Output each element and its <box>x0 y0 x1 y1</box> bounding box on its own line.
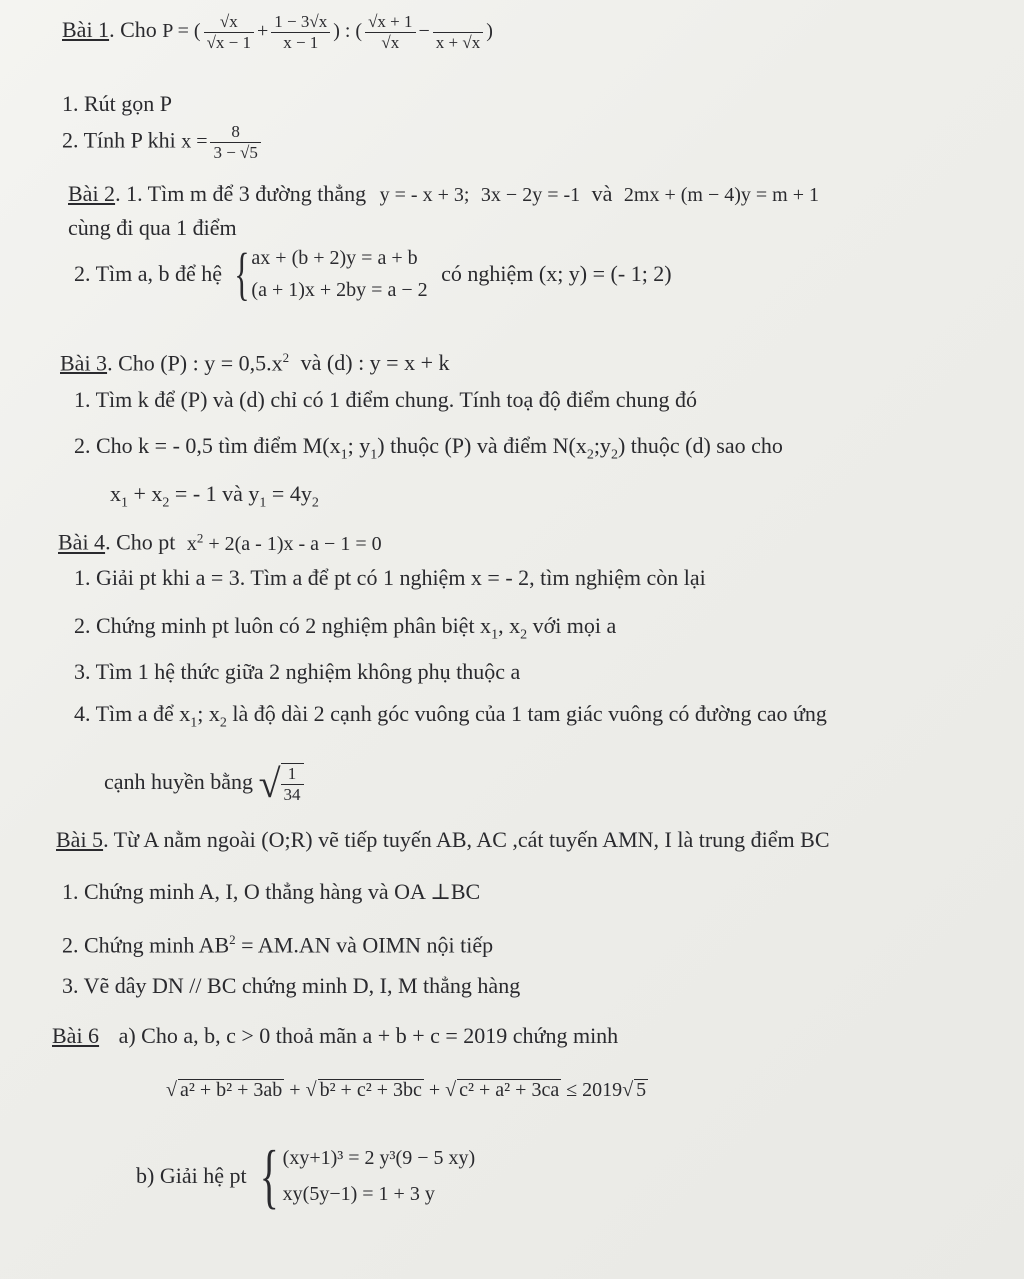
bai2-text-continued: cùng đi qua 1 điểm <box>68 215 237 240</box>
bai5-heading: Bài 5. Từ A nằm ngoài (O;R) vẽ tiếp tuyến AB, AC ,cát tuyến AMN, I là trung điểm BC <box>56 827 830 852</box>
fraction: $\frac{1 - 3√x}{x - 1}$ <box>271 12 330 53</box>
equation-system: (xy+1)³ = 2 y³(9 − 5 xy) xy(5y−1) = 1 + 3 y <box>282 1146 476 1205</box>
bai4-item4-continued: cạnh huyền bằng √ $\frac{1}{34}$ <box>104 752 307 810</box>
brace-icon: { <box>233 240 250 306</box>
bai3-condition: $x_1 + x_2$ = - 1 và $y_1 = 4y_2$ <box>110 481 319 511</box>
equation-system: ax + (b + 2)y = a + b (a + 1)x + 2by = a − 2 <box>251 246 428 301</box>
fraction: $\frac{8}{3 - √5}$ <box>210 122 260 163</box>
bai4-item2: 2. Chứng minh pt luôn có 2 nghiệm phân biệt $x_1$, $x_2$ với mọi a <box>74 613 617 643</box>
bai3-heading: Bài 3. Cho (P) : $y = 0,5.x^2$ và (d) : y = x + k <box>60 350 450 376</box>
bai4-item3: 3. Tìm 1 hệ thức giữa 2 nghiệm không phụ thuộc a <box>74 659 521 684</box>
brace-icon: { <box>259 1135 279 1216</box>
bai6-heading: Bài 6 a) Cho a, b, c > 0 thoả mãn a + b + c = 2019 chứng minh <box>52 1023 619 1048</box>
bai1-item2: 2. Tính P khi x = $\frac{8}{3 - √5}$ <box>62 122 264 163</box>
bai2-label: Bài 2 <box>68 181 116 206</box>
bai4-heading: Bài 4. Cho pt $x^2 + 2(a - 1)x - a - 1 = 0$ <box>58 529 382 555</box>
bai5-item2: 2. Chứng minh $AB^2 = AM.AN$ và OIMN nội tiếp <box>62 932 494 958</box>
bai4-item1: 1. Giải pt khi a = 3. Tìm a để pt có 1 nghiệm x = - 2, tìm nghiệm còn lại <box>74 565 706 590</box>
bai5-item1: 1. Chứng minh A, I, O thẳng hàng và OA ⊥BC <box>62 879 481 904</box>
bai4-label: Bài 4 <box>58 529 106 555</box>
bai1-expression: P = ( $\frac{√x}{√x - 1}$ + $\frac{1 - 3√x}{x - 1}$ ) : ( $\frac{√x + 1}{√x}$ − x + √x ) <box>162 12 493 52</box>
bai3-item2: 2. Cho k = - 0,5 tìm điểm $M(x_1$; $y_1$) thuộc (P) và điểm $N(x_2;y_2)$ thuộc (d) sao cho <box>74 433 783 463</box>
bai1-item1: 1. Rút gọn P <box>62 91 173 116</box>
bai3-item1: 1. Tìm k để (P) và (d) chỉ có 1 điểm chung. Tính toạ độ điểm chung đó <box>74 387 698 412</box>
bai6-inequality: √ a² + b² + 3ab + √ b² + c² + 3bc + √ c² + a² + 3ca ≤ 2019√ 5 <box>166 1079 647 1101</box>
bai5-item3: 3. Vẽ dây DN // BC chứng minh D, I, M thẳng hàng <box>62 973 521 998</box>
bai5-label: Bài 5 <box>56 827 104 852</box>
bai1-heading: Bài 1. Cho P = ( $\frac{√x}{√x - 1}$ + $\frac{1 - 3√x}{x - 1}$ ) : ( $\frac{√x + 1}{√x}$ − x + √x ) <box>62 12 493 52</box>
bai1-label: Bài 1 <box>62 17 110 43</box>
bai3-label: Bài 3 <box>60 350 108 376</box>
fraction: $\frac{√x + 1}{√x}$ <box>365 12 415 53</box>
bai4-item4: 4. Tìm a để $x_1$; $x_2$ là độ dài 2 cạnh góc vuông của 1 tam giác vuông có đường cao ứng <box>74 701 827 731</box>
bai2-item2: 2. Tìm a, b để hệ { ax + (b + 2)y = a + b (a + 1)x + 2by = a − 2 có nghiệm (x; y) = (- 1; 2) <box>74 240 672 306</box>
square-root: √ $\frac{1}{34}$ <box>259 754 307 810</box>
fraction: x + √x <box>433 12 483 53</box>
fraction: $\frac{√x}{√x - 1}$ <box>204 12 254 53</box>
bai6-part-b: b) Giải hệ pt { (xy+1)³ = 2 y³(9 − 5 xy) xy(5y−1) = 1 + 3 y <box>136 1135 476 1216</box>
bai6-label: Bài 6 <box>52 1023 100 1048</box>
bai2-heading: Bài 2. 1. Tìm m để 3 đường thẳng y = - x + 3; 3x − 2y = -1 và 2mx + (m − 4)y = m + 1 <box>68 181 820 206</box>
